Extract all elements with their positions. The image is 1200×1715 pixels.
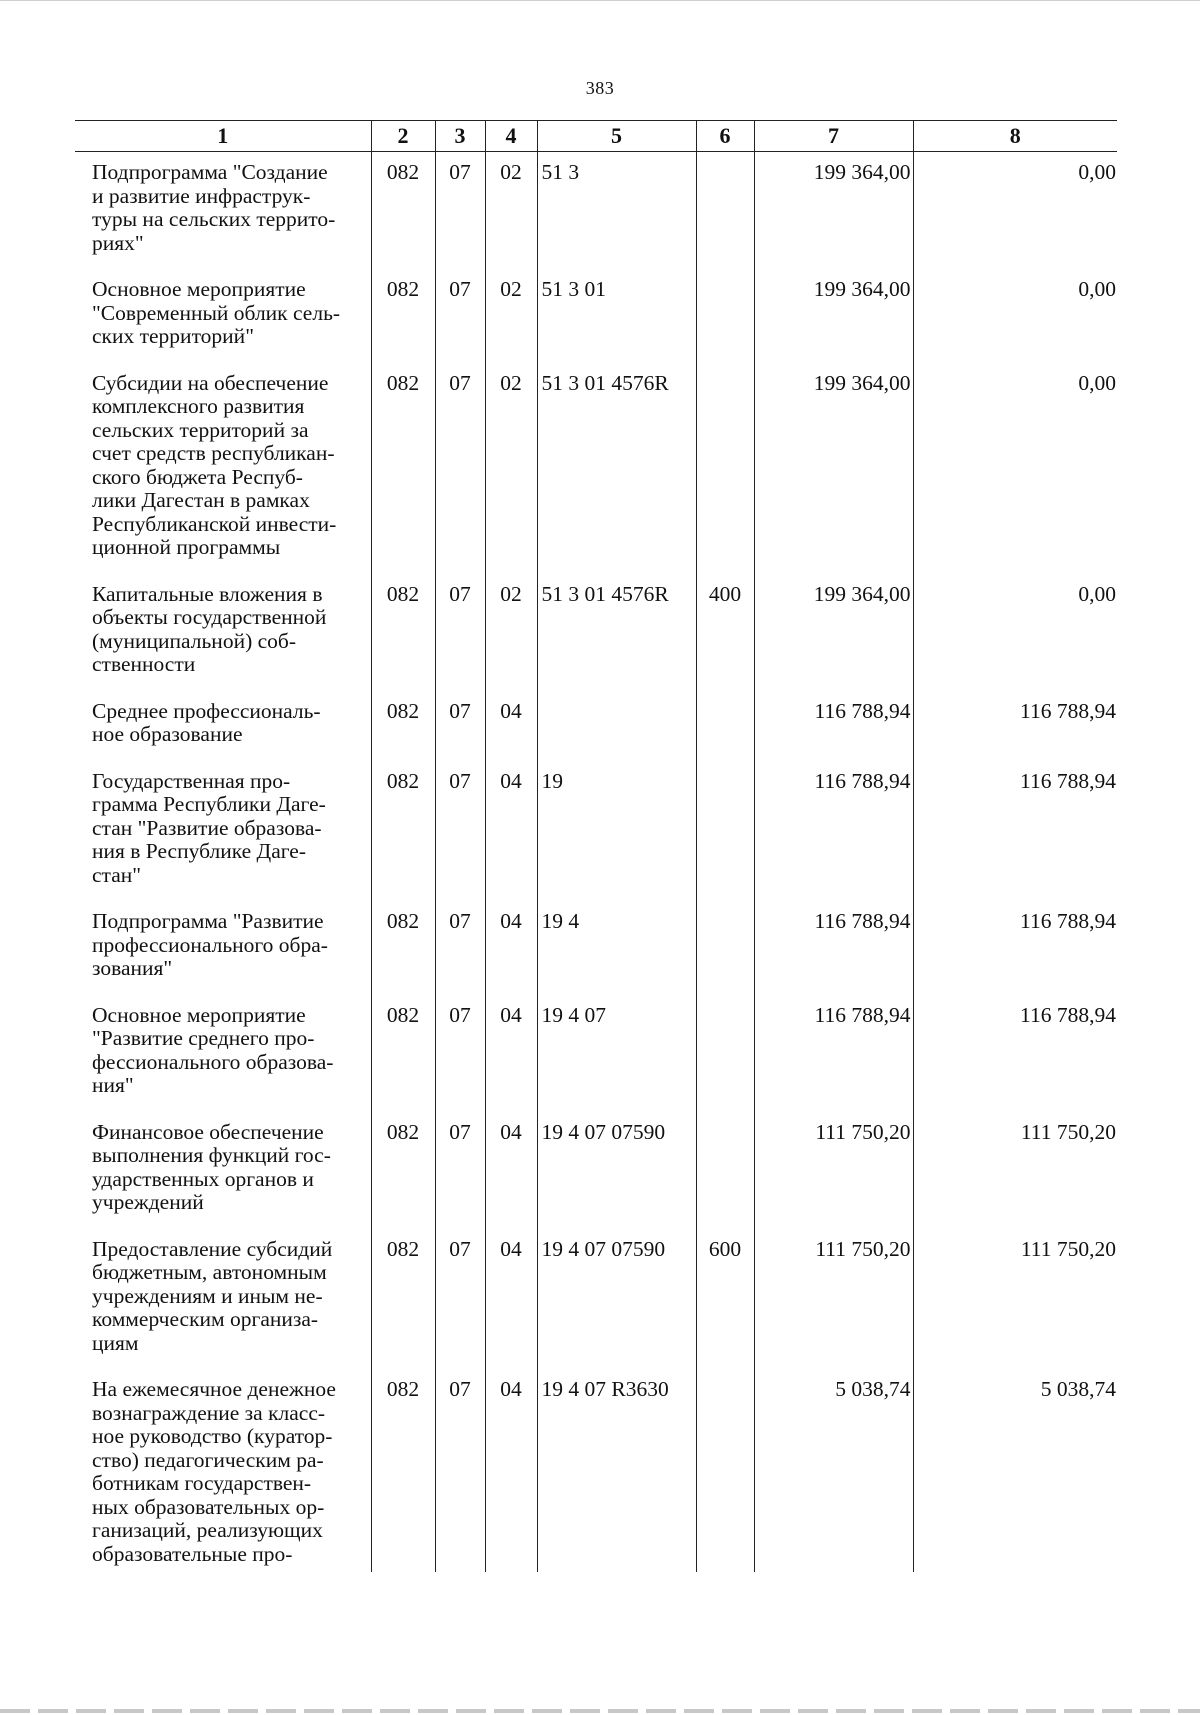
ministry-code-cell: 082 [371, 152, 435, 270]
amount-cell: 116 788,94 [913, 995, 1117, 1112]
target-article-cell: 51 3 [537, 152, 696, 270]
amount-cell: 5 038,74 [913, 1369, 1117, 1572]
item-name-cell: Основное мероприятие "Современный облик сель- ских территорий" [92, 277, 341, 348]
expense-type-cell [696, 1369, 754, 1572]
budget-table [75, 120, 1117, 1572]
subsection-code-cell: 02 [485, 574, 537, 691]
table-row [75, 901, 1117, 995]
table-body [75, 152, 1117, 1573]
amount-cell: 116 788,94 [754, 761, 913, 902]
table-row [75, 995, 1117, 1112]
amount-cell: 5 038,74 [754, 1369, 913, 1572]
item-name-cell: Основное мероприятие "Развитие среднего про- фессионального образова- ния" [92, 1002, 334, 1097]
target-article-cell: 51 3 01 4576R [537, 574, 696, 691]
amount-cell: 0,00 [913, 152, 1117, 270]
column-header: 5 [537, 121, 696, 152]
expense-type-cell [696, 761, 754, 902]
ministry-code-cell: 082 [371, 761, 435, 902]
table-row [75, 1229, 1117, 1370]
ministry-code-cell: 082 [371, 269, 435, 363]
subsection-code-cell: 02 [485, 363, 537, 574]
amount-cell: 116 788,94 [754, 901, 913, 995]
subsection-code-cell: 04 [485, 901, 537, 995]
column-header: 2 [371, 121, 435, 152]
table-row [75, 691, 1117, 761]
subsection-code-cell: 04 [485, 1112, 537, 1229]
ministry-code-cell: 082 [371, 1229, 435, 1370]
amount-cell: 111 750,20 [913, 1229, 1117, 1370]
table-row [75, 152, 1117, 270]
table-row [75, 363, 1117, 574]
amount-cell: 116 788,94 [913, 761, 1117, 902]
subsection-code-cell: 04 [485, 1369, 537, 1572]
expense-type-cell [696, 995, 754, 1112]
amount-cell: 199 364,00 [754, 574, 913, 691]
item-name-cell: Предоставление субсидий бюджетным, автономным учреждениям и иным не- коммерческим организа- циям [92, 1236, 333, 1355]
subsection-code-cell: 04 [485, 1229, 537, 1370]
target-article-cell: 19 [537, 761, 696, 902]
ministry-code-cell: 082 [371, 574, 435, 691]
subsection-code-cell: 04 [485, 691, 537, 761]
target-article-cell: 19 4 [537, 901, 696, 995]
ministry-code-cell: 082 [371, 901, 435, 995]
item-name-cell: На ежемесячное денежное вознаграждение за класс- ное руководство (куратор- ство) педагогическим ра- ботникам государствен- ных образовательных ор- ганизаций, реализующих образовательные про- [92, 1377, 336, 1566]
item-name-cell: Среднее профессиональ- ное образование [92, 698, 321, 746]
table-row [75, 269, 1117, 363]
expense-type-cell [696, 1112, 754, 1229]
target-article-cell: 19 4 07 07590 [537, 1229, 696, 1370]
page-number: 383 [585, 78, 615, 98]
item-name-cell: Капитальные вложения в объекты государственной (муниципальной) соб- ственности [92, 581, 327, 676]
section-code-cell: 07 [435, 995, 485, 1112]
section-code-cell: 07 [435, 1229, 485, 1370]
column-header: 7 [754, 121, 913, 152]
table-header-row [75, 121, 1117, 152]
subsection-code-cell: 04 [485, 761, 537, 902]
section-code-cell: 07 [435, 363, 485, 574]
section-code-cell: 07 [435, 1369, 485, 1572]
table-row [75, 761, 1117, 902]
target-article-cell: 51 3 01 4576R [537, 363, 696, 574]
amount-cell: 116 788,94 [754, 691, 913, 761]
ministry-code-cell: 082 [371, 1112, 435, 1229]
column-header: 3 [435, 121, 485, 152]
amount-cell: 116 788,94 [913, 901, 1117, 995]
ministry-code-cell: 082 [371, 691, 435, 761]
section-code-cell: 07 [435, 901, 485, 995]
section-code-cell: 07 [435, 1112, 485, 1229]
table-row [75, 1112, 1117, 1229]
column-header: 1 [75, 121, 371, 152]
column-header: 8 [913, 121, 1117, 152]
column-header: 4 [485, 121, 537, 152]
target-article-cell: 19 4 07 R3630 [537, 1369, 696, 1572]
target-article-cell [537, 691, 696, 761]
amount-cell: 0,00 [913, 363, 1117, 574]
table-row [75, 1369, 1117, 1572]
amount-cell: 0,00 [913, 269, 1117, 363]
amount-cell: 199 364,00 [754, 152, 913, 270]
section-code-cell: 07 [435, 574, 485, 691]
expense-type-cell [696, 269, 754, 363]
target-article-cell: 51 3 01 [537, 269, 696, 363]
ministry-code-cell: 082 [371, 995, 435, 1112]
amount-cell: 199 364,00 [754, 269, 913, 363]
amount-cell: 116 788,94 [913, 691, 1117, 761]
item-name-cell: Финансовое обеспечение выполнения функций гос- ударственных органов и учреждений [92, 1119, 331, 1214]
amount-cell: 111 750,20 [754, 1229, 913, 1370]
amount-cell: 199 364,00 [754, 363, 913, 574]
subsection-code-cell: 02 [485, 269, 537, 363]
item-name-cell: Государственная про- грамма Республики Даге- стан "Развитие образова- ния в Республике Даге- стан" [92, 768, 326, 887]
section-code-cell: 07 [435, 152, 485, 270]
section-code-cell: 07 [435, 269, 485, 363]
scan-bottom-edge [0, 1709, 1200, 1713]
expense-type-cell [696, 363, 754, 574]
column-header: 6 [696, 121, 754, 152]
section-code-cell: 07 [435, 761, 485, 902]
expense-type-cell: 400 [696, 574, 754, 691]
expense-type-cell [696, 901, 754, 995]
expense-type-cell [696, 691, 754, 761]
subsection-code-cell: 02 [485, 152, 537, 270]
table-row [75, 574, 1117, 691]
amount-cell: 0,00 [913, 574, 1117, 691]
amount-cell: 111 750,20 [754, 1112, 913, 1229]
amount-cell: 111 750,20 [913, 1112, 1117, 1229]
target-article-cell: 19 4 07 [537, 995, 696, 1112]
subsection-code-cell: 04 [485, 995, 537, 1112]
ministry-code-cell: 082 [371, 363, 435, 574]
scan-top-edge [0, 0, 1200, 1]
section-code-cell: 07 [435, 691, 485, 761]
amount-cell: 116 788,94 [754, 995, 913, 1112]
expense-type-cell [696, 152, 754, 270]
item-name-cell: Подпрограмма "Создание и развитие инфраструк- туры на сельских террито- риях" [92, 160, 336, 255]
target-article-cell: 19 4 07 07590 [537, 1112, 696, 1229]
expense-type-cell: 600 [696, 1229, 754, 1370]
ministry-code-cell: 082 [371, 1369, 435, 1572]
item-name-cell: Субсидии на обеспечение комплексного развития сельских территорий за счет средств республикан- ского бюджета Респуб- лики Дагестан в рамках Республиканской инвести- ционной программы [92, 370, 337, 559]
item-name-cell: Подпрограмма "Развитие профессионального обра- зования" [92, 909, 328, 980]
